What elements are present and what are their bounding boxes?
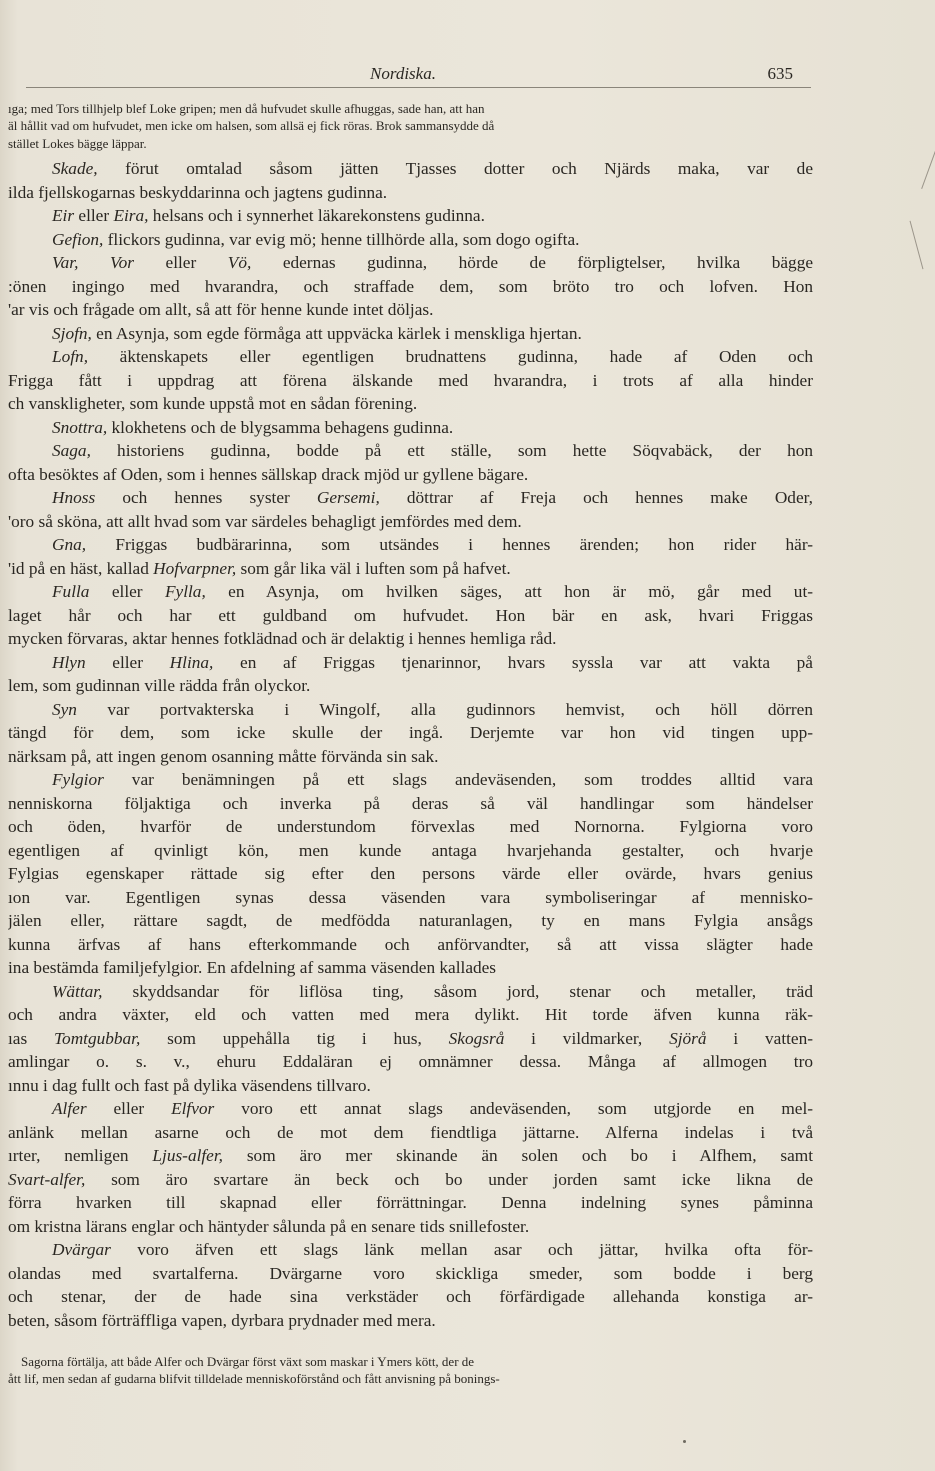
name-term: Vor [109,253,134,272]
footnote-bottom [8,1353,813,1388]
text-run: eller [86,1099,172,1118]
name-term: Hnoss [52,488,96,507]
text-run: nenniskorna följaktiga och inverka på deras så väl handlingar som händelser [8,793,813,813]
text-line [8,580,813,604]
text-run: som äro svartare än beck och bo under jorden samt icke likna de [85,1169,813,1189]
text-run: anlänk mellan asarne och de mot dem fiendtliga jättarne. Alferna indelas i två [8,1122,813,1142]
text-line [8,463,813,487]
name-term: Fylgior [52,770,104,789]
text-line [8,1050,813,1074]
name-term: Sjofn, [52,323,92,343]
text-line [8,345,813,369]
text-line [8,1168,813,1192]
name-term: Fylla, [164,582,206,601]
name-term: Skade, [52,159,98,178]
text-run: eller [74,206,114,225]
text-run: edernas gudinna, hörde de förpligtelser, hvilka bägge [251,253,813,272]
text-run: Fylgias egenskaper rättade sig efter den persons värde eller ovärde, hvars genius [8,864,813,883]
text-run: mycken förvaras, aktar hennes fotklädnad och är delaktig i hennes hemliga råd. [8,629,557,648]
text-line [8,1285,813,1309]
note-line: stället Lokes bägge läppar. [8,135,147,151]
text-line [8,792,813,816]
name-term: Wättar, [52,981,103,1001]
text-line [8,157,813,181]
text-run: voro äfven ett slags länk mellan asar och jättar, hvilka ofta för- [110,1240,813,1259]
text-line [8,1238,813,1262]
text-line [8,933,813,957]
name-term: Elfvor [171,1099,215,1118]
text-line [8,392,813,416]
text-run: om kristna lärans englar och häntyder sålunda på en senare tids snillefoster. [8,1216,530,1236]
name-term: Var, [52,253,79,272]
name-term: Eir [52,206,75,225]
text-run: 'id på en häst, kallad [8,558,154,578]
text-line [8,486,813,510]
name-term: Vö, [227,253,252,272]
margin-scratch [910,221,924,270]
text-run: beten, såsom förträffliga vapen, dyrbara prydnader med mera. [8,1310,436,1330]
text-line [8,1215,813,1239]
text-run: ch vanskligheter, som kunde uppstå mot en sådan förening. [8,394,418,413]
page-speck [683,1440,686,1443]
text-line [8,815,813,839]
text-line [8,1262,813,1286]
text-line [8,768,813,792]
text-run: var portvakterska i Wingolf, alla gudinnors hemvist, och höll dörren [76,699,813,719]
text-run: Friggas budbärarinna, som utsändes i hennes ärenden; hon rider här- [86,535,813,554]
text-run: som uppehålla tig i hus, [140,1028,449,1048]
text-line [8,228,813,252]
text-line [8,627,813,651]
text-line [8,886,813,910]
name-term: Hlyn [52,652,86,672]
name-term: Skogsrå [448,1028,505,1048]
text-run: ilda fjellskogarnas beskyddarinna och jagtens gudinna. [8,182,388,202]
text-line [8,862,813,886]
running-title: Nordiska. [370,64,436,83]
text-line [8,1309,813,1333]
text-run: skyddsandar för liflösa ting, såsom jord, stenar och metaller, träd [102,981,813,1001]
name-term: Gersemi, [316,488,380,507]
text-run: en af Friggas tjenarinnor, hvars syssla var att vakta på [213,652,813,672]
text-run: en Asynja, om hvilken säges, att hon är mö, går med ut- [205,582,813,601]
text-run: 'ar vis och frågade om allt, så att för henne kunde intet döljas. [8,300,434,319]
name-term: Gefion, [52,229,104,249]
text-run: äktenskapets eller egentligen brudnattens gudinna, hade af Oden och [88,347,813,366]
text-line [8,181,813,205]
name-term: Alfer [52,1099,87,1118]
text-run: eller [133,253,228,272]
text-run: voro ett annat slags andeväsenden, som utgjorde en mel- [214,1099,813,1118]
text-line [8,204,813,228]
name-term: Lofn, [52,347,89,366]
text-line [8,698,813,722]
text-line [8,533,813,557]
text-run: en Asynja, som egde förmåga att uppväcka kärlek i menskliga hjertan. [91,323,582,343]
text-run: som äro mer skinande än solen och bo i Alfhem, samt [222,1146,813,1165]
text-line [8,1191,813,1215]
text-run: och andra växter, eld och vatten med mera dylikt. Hit torde äfven kunna räk- [8,1005,813,1024]
text-line [8,369,813,393]
text-run: olandas med svartalferna. Dvärgarne voro skickliga smeder, som bodde i berg [8,1263,813,1283]
text-run: och stenar, der de hade sina verkstäder och förfärdigade allehanda konstiga ar- [8,1287,813,1306]
text-run: jälen eller, rättare sagdt, de medfödda naturanlagen, ty en mans Fylgia ansågs [8,911,813,930]
text-line [8,251,813,275]
text-line [8,298,813,322]
text-line [8,674,813,698]
text-run: närksam på, att ingen genom osanning måtte förvända sin sak. [8,746,439,766]
text-line [8,909,813,933]
footnote-top [8,100,813,152]
text-line [8,721,813,745]
text-line [8,839,813,863]
name-term: Hofvarpner, [153,558,237,578]
text-run: laget hår och har ett guldband om hufvudet. Hon bär en ask, hvari Friggas [8,605,813,625]
name-term: Eira, [113,206,149,225]
text-run: och hennes syster [95,488,317,507]
text-line [8,275,813,299]
name-term: Fulla [52,582,90,601]
text-run [78,253,110,272]
text-line [8,1144,813,1168]
text-run: ıon var. Egentligen synas dessa väsenden vara symboliseringar af mennisko- [8,887,813,907]
text-run: klokhetens och de blygsamma behagens gudinna. [107,417,454,437]
page-number: 635 [767,64,793,83]
note-line: ått lif, men sedan af gudarna blifvit tilldelade menniskoförstånd och fått anvisning på bonings- [8,1371,500,1387]
text-line [8,1003,813,1027]
text-run: ınnu i dag fullt och fast på dylika väsendens tillvaro. [8,1075,371,1095]
text-run: i vildmarker, [504,1028,670,1048]
name-term: Sjörå [669,1028,707,1048]
name-term: Hlina, [169,652,214,672]
text-line [8,1121,813,1145]
text-run: och öden, hvarför de understundom förvexlas med Nornorna. Fylgiorna voro [8,817,813,836]
text-line [8,510,813,534]
text-line [8,604,813,628]
text-run: egentligen af qvinligt kön, men kunde antaga hvarjehanda gestalter, och hvarje [8,840,813,860]
text-run: ırter, nemligen [8,1146,153,1165]
header-rule [26,87,811,88]
text-run: ıas [8,1028,55,1048]
name-term: Svart-alfer, [8,1169,86,1189]
text-run: historiens gudinna, bodde på ett ställe, som hette Söqvabäck, der hon [90,441,813,460]
text-run: lem, som gudinnan ville rädda från olyckor. [8,676,311,695]
name-term: Tomtgubbar, [54,1028,141,1048]
name-term: Saga, [52,441,91,460]
text-line [8,956,813,980]
text-run: Frigga fått i uppdrag att förena älskande med hvarandra, i trots af alla hinder [8,370,813,390]
name-term: Dvärgar [52,1240,111,1259]
name-term: Ljus-alfer, [152,1146,223,1165]
text-line [8,557,813,581]
text-run: tängd för dem, som icke skulle der ingå. Derjemte var hon vid tingen upp- [8,723,813,742]
text-line [8,651,813,675]
text-run: ofta besöktes af Oden, som i hennes sällskap drack mjöd ur gyllene bägare. [8,464,529,484]
margin-scratch [921,151,935,189]
text-run: i vatten- [706,1028,813,1048]
text-line [8,1027,813,1051]
text-run: kunna ärfvas af hans efterkommande och anförvandter, så att vissa slägter hade [8,934,813,954]
note-line: ıga; med Tors tillhjelp blef Loke gripen; men då hufvudet skulle afhuggas, sade han, att han [8,101,485,116]
text-run: 'oro så sköna, att allt hvad som var särdeles behagligt jemfördes med dem. [8,511,522,531]
text-line [8,745,813,769]
text-run: amlingar o. s. v., ehuru Eddaläran ej omnämner dessa. Många af allmogen tro [8,1052,813,1071]
name-term: Syn [52,699,77,719]
text-run: förra hvarken till skapnad eller förrättningar. Denna indelning synes påminna [8,1193,813,1212]
text-run: helsans och i synnerhet läkarekonstens gudinna. [148,206,485,225]
name-term: Gna, [52,535,87,554]
text-line [8,1097,813,1121]
note-line: äl hållit vad om hufvudet, men icke om halsen, som allsä ej fick röras. Brok sammansydde då [8,118,495,134]
text-run: döttrar af Freja och hennes make Oder, [379,488,813,507]
name-term: Snottra, [52,417,108,437]
text-run: flickors gudinna, var evig mö; henne tillhörde alla, som dogo ogifta. [103,229,580,249]
text-run: var benämningen på ett slags andeväsenden, som troddes alltid vara [103,770,813,789]
text-line [8,1074,813,1098]
page-header [0,64,935,86]
text-run: förut omtalad såsom jätten Tjasses dotter och Njärds maka, var de [97,159,813,178]
text-line [8,322,813,346]
text-run: ina bestämda familjefylgior. En afdelning af samma väsenden kallades [8,958,497,977]
text-line [8,416,813,440]
text-run: :önen ingingo med hvarandra, och straffade dem, som bröto tro och lofven. Hon [8,276,813,296]
text-run: eller [89,582,165,601]
note-line: Sagorna förtälja, att både Alfer och Dvärgar först växt som maskar i Ymers kött, der de [8,1354,475,1369]
text-line [8,980,813,1004]
text-line [8,439,813,463]
text-run: som går lika väl i luften som på hafvet. [236,558,511,578]
body-text [8,157,813,1332]
text-run: eller [85,652,170,672]
